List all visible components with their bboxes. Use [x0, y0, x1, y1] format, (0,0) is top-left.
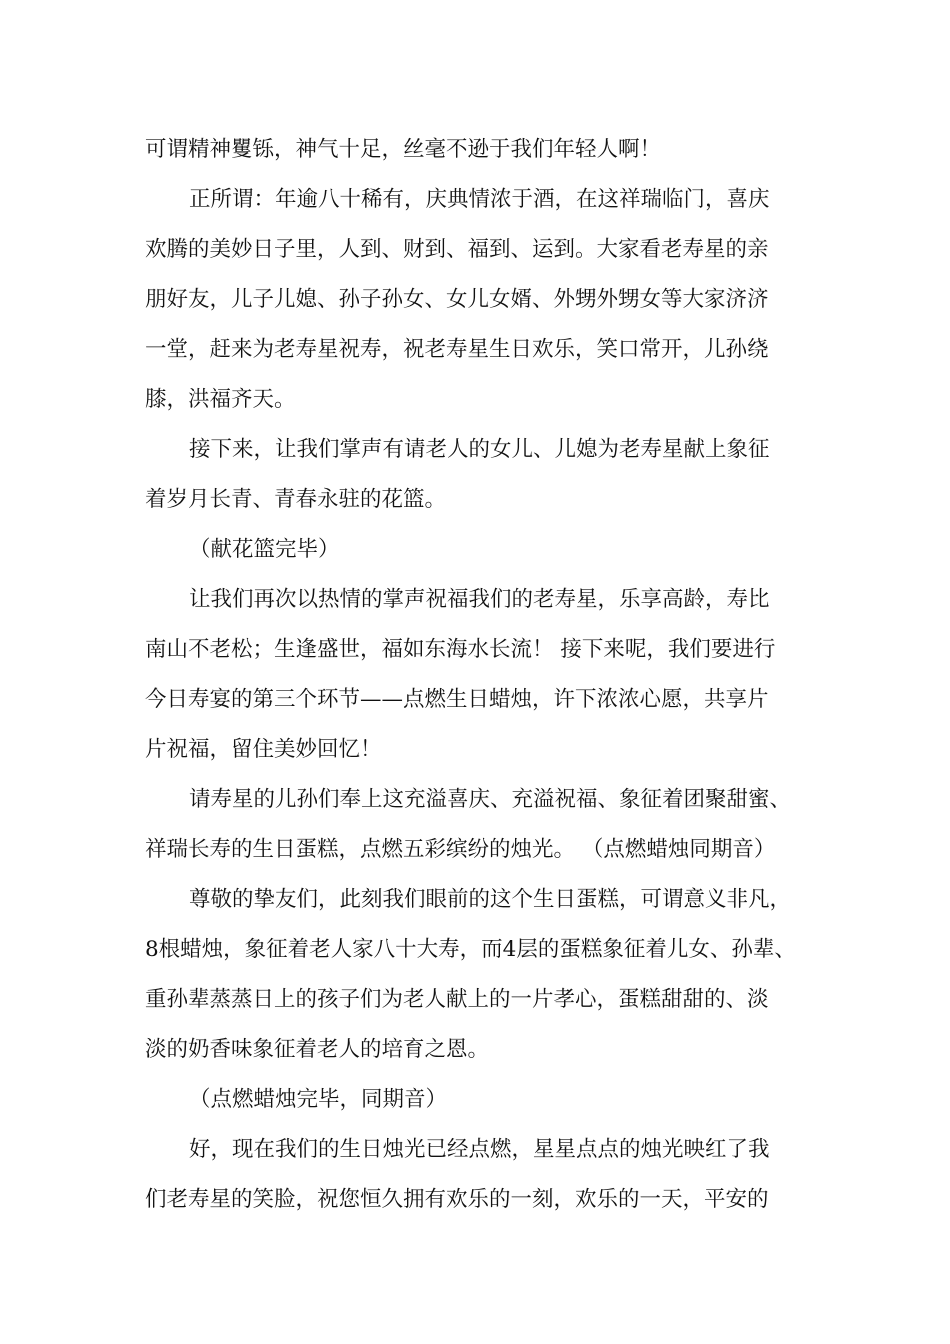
text-line: 重孙辈蒸蒸日上的孩子们为老人献上的一片孝心，蛋糕甜甜的、淡: [145, 987, 769, 1012]
text-line: 今日寿宴的第三个环节——点燃生日蜡烛，许下浓浓心愿，共享片: [145, 687, 769, 712]
text-line: 欢腾的美妙日子里，人到、财到、福到、运到。大家看老寿星的亲: [145, 237, 769, 262]
text-line: 祥瑞长寿的生日蛋糕，点燃五彩缤纷的烛光。 （点燃蜡烛同期音）: [145, 837, 776, 862]
text-line: 正所谓：年逾八十稀有，庆典情浓于酒，在这祥瑞临门，喜庆: [189, 187, 770, 212]
text-line: 请寿星的儿孙们奉上这充溢喜庆、充溢祝福、象征着团聚甜蜜、: [189, 787, 792, 812]
stage-direction: （点燃蜡烛完毕，同期音）: [189, 1087, 448, 1112]
text-line: 一堂，赶来为老寿星祝寿，祝老寿星生日欢乐，笑口常开，儿孙绕: [145, 337, 769, 362]
text-line: 可谓精神矍铄，神气十足，丝毫不逊于我们年轻人啊！: [145, 137, 662, 162]
text-line: 南山不老松；生逢盛世，福如东海水长流！ 接下来呢，我们要进行: [145, 637, 776, 662]
text-line: 朋好友，儿子儿媳、孙子孙女、女儿女婿、外甥外甥女等大家济济: [145, 287, 769, 312]
text-line: 膝，洪福齐天。: [145, 387, 296, 412]
text-line: 片祝福，留住美妙回忆！: [145, 737, 382, 762]
text-line: 让我们再次以热情的掌声祝福我们的老寿星，乐享高龄，寿比: [189, 587, 770, 612]
stage-direction: （献花篮完毕）: [189, 537, 340, 562]
text-line: 接下来，让我们掌声有请老人的女儿、儿媳为老寿星献上象征: [189, 437, 770, 462]
text-line: 尊敬的挚友们，此刻我们眼前的这个生日蛋糕，可谓意义非凡，: [189, 887, 792, 912]
text-line: 们老寿星的笑脸，祝您恒久拥有欢乐的一刻，欢乐的一天，平安的: [145, 1187, 769, 1212]
text-line: 淡的奶香味象征着老人的培育之恩。: [145, 1037, 490, 1062]
text-line: 好，现在我们的生日烛光已经点燃，星星点点的烛光映红了我: [189, 1137, 770, 1162]
text-line: 着岁月长青、青春永驻的花篮。: [145, 487, 447, 512]
text-line: 8根蜡烛，象征着老人家八十大寿，而4层的蛋糕象征着儿女、孙辈、: [145, 937, 796, 962]
